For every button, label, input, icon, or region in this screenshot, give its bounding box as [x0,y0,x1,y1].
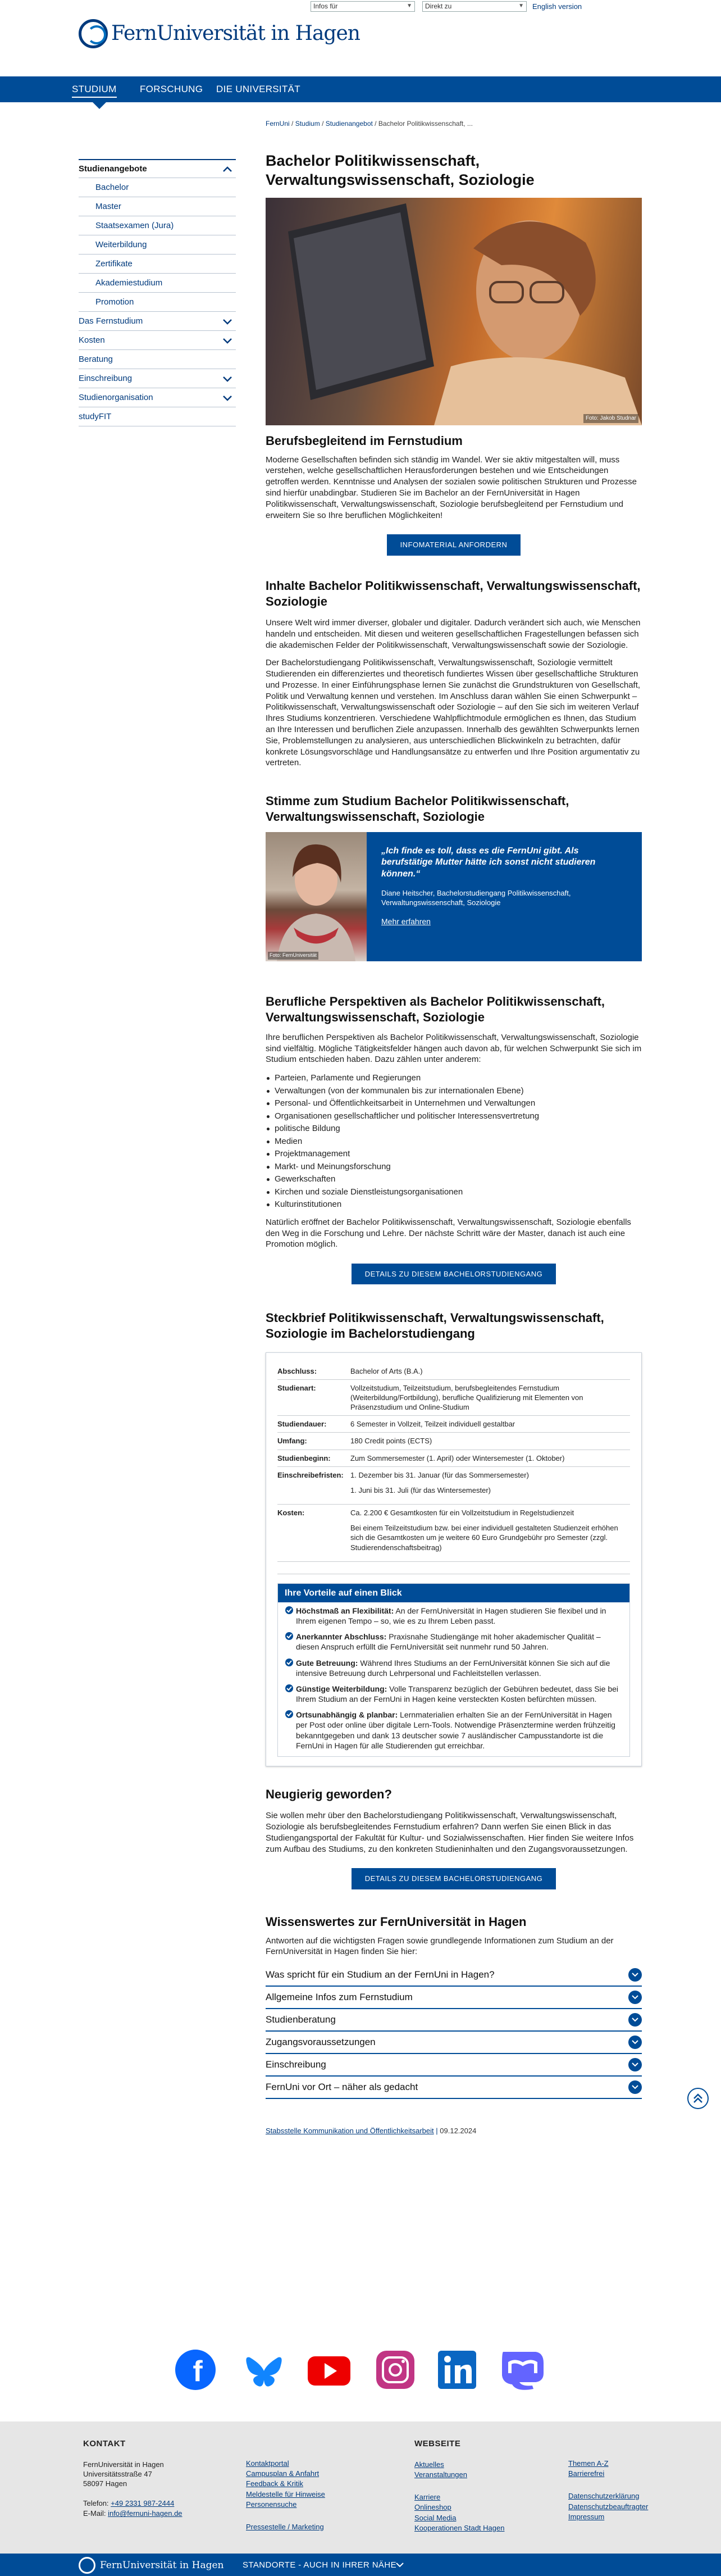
fact-key: Einschreibefristen: [277,1470,344,1479]
sidebar-item-studienorganisation[interactable] [79,388,236,407]
breadcrumb-fernuni[interactable]: FernUni [266,120,290,128]
list-item: Kirchen und soziale Dienstleistungsorganisationen [266,1186,642,1199]
accordion-label: Was spricht für ein Studium an der FernUni in Hagen? [266,1969,495,1980]
chevron-up-icon [222,166,232,172]
nav-die-universitaet[interactable]: DIE UNIVERSITÄT [216,84,300,94]
accordion-item[interactable] [266,1987,642,2009]
chevron-down-icon [628,2080,642,2094]
section-title: Steckbrief Politikwissenschaft, Verwaltungswissenschaft, Soziologie im Bachelorstudiengang [266,1311,604,1341]
bottom-logo-text[interactable]: FernUniversität in Hagen [100,2560,224,2571]
footer-link[interactable]: Themen A-Z [568,2459,609,2468]
fact-row [277,1433,630,1450]
footer-link[interactable]: Kooperationen Stadt Hagen [414,2523,505,2532]
photo-credit: Foto: FernUniversität [268,952,318,960]
check-circle-icon [285,1632,296,1642]
fact-sheet [266,1352,642,1766]
chevron-down-icon [628,2013,642,2027]
list-item: Gewerkschaften [266,1173,642,1186]
advantage-text: Praxisnahe Studiengänge mit hoher akademischer Qualität – diesen Anspruch erfüllt die FernUniversität seit nunmehr rund 50 Jahren. [296,1632,601,1652]
chevron-down-icon [396,2563,404,2568]
advantage-title: Gute Betreuung: [296,1658,358,1668]
section-title: Berufsbegleitend im Fernstudium [266,433,463,448]
direkt-zu-select[interactable] [422,1,527,12]
chevron-down-icon [222,394,232,401]
chevron-down-icon: ▼ [407,3,412,9]
sidebar-item-label: Studienangebote [79,163,147,174]
chevron-down-icon [628,1968,642,1982]
stand-line: Stabsstelle Kommunikation und Öffentlichkeitsarbeit | 09.12.2024 [266,2127,477,2136]
chevron-down-icon [628,1991,642,2004]
footer-link[interactable]: Karriere [414,2493,441,2502]
linkedin-icon[interactable] [438,2351,476,2389]
list-item: Verwaltungen (von der kommunalen bis zur internationalen Ebene) [266,1085,642,1098]
sidebar-item-label: Das Fernstudium [79,316,143,326]
divider [277,1562,630,1574]
fact-value: Ca. 2.200 € Gesamtkosten für ein Vollzeitstudium in Regelstudienzeit [350,1509,574,1518]
fact-key: Studiendauer: [277,1420,327,1429]
sidebar-item-weiterbildung[interactable]: Weiterbildung [79,235,236,255]
advantage-item [278,1655,629,1680]
advantage-item [278,1602,629,1628]
advantage-text: Volle Transparenz bezüglich der Gebühren bedeutet, dass Sie bei Ihrem Studium an der FernUni in Hagen keine versteckten Kosten befürchten müssen. [296,1684,619,1704]
page-title: Bachelor Politikwissenschaft, Verwaltungswissenschaft, Soziologie [266,152,535,188]
fact-value: Vollzeitstudium, Teilzeitstudium, berufsbegleitendes Fernstudium (Weiterbildung/Fortbildung), berufliche Qualifizierung mit Elementen von Präsenzstudium und Online-Studium [350,1383,583,1412]
list-item: Kulturinstitutionen [266,1198,642,1211]
stand-org-link[interactable]: Stabsstelle Kommunikation und Öffentlichkeitsarbeit [266,2127,434,2136]
advantage-title: Günstige Weiterbildung: [296,1684,387,1693]
fact-key: Abschluss: [277,1366,317,1375]
top-header [0,0,721,76]
advantage-text: Lernmaterialien erhalten Sie an der FernUniversität in Hagen per Post oder online über digitale Lern-Tools. Notwendige Präsenztermine werden frühzeitig bekanntgegeben und dank 13 deutscher sowie 7 ausländischer Campusstandorte ist die FernUni in Hagen für alle Studierenden gut erreichbar. [296,1710,615,1750]
infomaterial-button[interactable]: INFOMATERIAL ANFORDERN [387,534,521,555]
fact-value: Bei einem Teilzeitstudium bzw. bei einer individuell gestalteten Studienzeit erhöhen sich die Gesamtkosten um je weitere 60 Euro Grundgebühr pro Semester (zzgl. Studierendenschaftsbeitrag) [350,1524,618,1552]
footer-link[interactable]: Aktuelles [414,2460,444,2469]
footer-webseite [414,2438,544,2533]
arrow-up-icon [688,2089,708,2108]
testimonial [266,832,642,961]
advantage-title: Höchstmaß an Flexibilität: [296,1606,394,1615]
fact-row [277,1467,630,1505]
bottom-bar [0,2554,721,2576]
advantage-text: Während Ihres Studiums an der FernUniversität können Sie sich auf die intensive Betreuung durch Lehrpersonal und Fachleitstellen verlassen. [296,1658,610,1678]
fact-row [277,1380,630,1416]
footer-kontakt [83,2438,218,2519]
sidebar-item-label: Kosten [79,335,105,345]
footer-link[interactable]: Impressum [568,2512,605,2521]
list-item: Medien [266,1135,642,1148]
advantages-box [277,1583,630,1757]
fact-value: Bachelor of Arts (B.A.) [350,1366,423,1375]
footer-link[interactable]: Social Media [414,2513,457,2522]
sidebar-item-label: Studienorganisation [79,392,153,402]
check-circle-icon [285,1606,296,1616]
footer-link[interactable]: Onlineshop [414,2503,451,2512]
select-value: Direkt zu [425,2,452,10]
fact-value: 1. Dezember bis 31. Januar (für das Sommersemester) [350,1470,529,1479]
fact-row [277,1505,630,1562]
footer-link[interactable]: Feedback & Kritik [246,2479,303,2488]
footer-link[interactable]: Personensuche [246,2500,297,2509]
chevron-down-icon [628,2058,642,2071]
footer-link[interactable]: Pressestelle / Marketing [246,2522,324,2531]
footer-link[interactable]: Barrierefrei [568,2469,605,2478]
logo-text: FernUniversität in Hagen [111,22,360,46]
sidebar-item-beratung[interactable] [79,350,236,369]
nav-forschung[interactable]: FORSCHUNG [140,84,203,94]
section-text: Antworten auf die wichtigsten Fragen sowie grundlegende Informationen zum Studium an der FernUniversität in Hagen finden Sie hier: [266,1936,614,1957]
advantage-item [278,1680,629,1706]
advantage-text: An der FernUniversität in Hagen studieren Sie flexibel und in Ihrem eigenen Tempo – so, wie es zu Ihrem Leben passt. [296,1606,606,1625]
sidebar-item-einschreibung[interactable] [79,369,236,388]
social-icons [168,2347,573,2392]
sidebar-item-studienangebote[interactable] [79,159,236,178]
section-text: Unsere Welt wird immer diverser, globaler und digitaler. Dadurch verändert sich auch, wie Menschen handeln und entscheiden. Mit diesen und weiteren gesellschaftlichen Fragestellungen befassen sich die akademischen Felder der Politikwissenschaft, Verwaltungswissenschaft sowie der Soziologie. [266,617,641,650]
accordion [266,1964,642,2099]
sidebar-item-label: Beratung [79,354,113,364]
address-line: FernUniversität in Hagen [83,2460,164,2469]
details-button[interactable]: DETAILS ZU DIESEM BACHELORSTUDIENGANG [352,1264,556,1284]
career-list [266,1072,642,1211]
sidebar-item-master[interactable]: Master [79,197,236,216]
fact-value: 1. Juni bis 31. Juli (für das Wintersemester) [350,1485,491,1494]
details-button-2[interactable]: DETAILS ZU DIESEM BACHELORSTUDIENGANG [352,1868,556,1889]
instagram-icon[interactable] [376,2351,414,2389]
advantage-title: Anerkannter Abschluss: [296,1632,387,1642]
footer [0,2421,721,2556]
chevron-down-icon [628,2036,642,2049]
footer-link[interactable]: Campusplan & Anfahrt [246,2469,320,2478]
sidebar-item-kosten[interactable] [79,331,236,350]
email-label: E-Mail: [83,2509,106,2518]
chevron-down-icon [222,318,232,325]
section-text: Moderne Gesellschaften befinden sich ständig im Wandel. Wer sie aktiv mitgestalten will, muss verstehen, welche gesellschaftlichen Herausforderungen bestehen und wie Entscheidungen getroffen werden. Kenntnisse und Analysen der sozialen sowie politischen Strukturen und Prozesse sind hierfür unabdingbar. Studieren Sie im Bachelor an der FernUniversität in Hagen Politikwissenschaft, Verwaltungswissenschaft, Soziologie berufsbegleitend per Fernstudium und erweitern Sie so Ihre beruflichen Möglichkeiten! [266,455,637,520]
fact-value: Zum Sommersemester (1. April) oder Wintersemester (1. Oktober) [350,1453,565,1462]
accordion-item[interactable] [266,2077,642,2099]
logo-icon [79,2557,95,2574]
accordion-item[interactable] [266,2009,642,2032]
check-circle-icon [285,1658,296,1668]
mehr-erfahren-link[interactable]: Mehr erfahren [381,917,431,926]
chevron-down-icon [222,337,232,344]
advantage-item [278,1628,629,1654]
advantages-title: Ihre Vorteile auf einen Blick [278,1584,629,1602]
accordion-label: Einschreibung [266,2059,326,2070]
address-line: 58097 Hagen [83,2479,127,2488]
sidebar-item-bachelor[interactable]: Bachelor [79,178,236,197]
fact-row [277,1416,630,1433]
breadcrumb: FernUni / Studium / Studienangebot / Bachelor Politikwissenschaft, ... [266,120,473,128]
stand-date: 09.12.2024 [440,2127,477,2136]
list-item: politische Bildung [266,1123,642,1135]
social-links [168,2347,573,2392]
footer-link[interactable]: Datenschutzerklärung [568,2492,640,2501]
fact-value: 6 Semester in Vollzeit, Teilzeit individuell gestaltbar [350,1420,515,1429]
footer-col-2 [246,2459,358,2532]
accordion-label: Allgemeine Infos zum Fernstudium [266,1992,413,2003]
accordion-label: FernUni vor Ort – näher als gedacht [266,2082,418,2093]
main-nav [0,76,721,102]
select-value: Infos für [313,2,338,10]
logo-icon [79,19,108,48]
english-version-link[interactable]: English version [532,2,582,11]
section-text: Sie wollen mehr über den Bachelorstudiengang Politikwissenschaft, Verwaltungswissenschaft, Soziologie als berufsbegleitendes Fernstudium erfahren? Dann werfen Sie einen Blick in das Studiengangsportal der Fakultät für Kultur- und Sozialwissenschaften. Hier finden Sie weitere Infos zum Aufbau des Studiums, zu den konkreten Studieninhalten und den Zugangsvoraussetzungen. [266,1811,634,1854]
phone-link[interactable]: +49 2331 987-2444 [111,2499,175,2508]
mastodon-icon[interactable] [502,2352,544,2390]
breadcrumb-current: Bachelor Politikwissenschaft, ... [378,120,473,128]
fact-value: 180 Credit points (ECTS) [350,1437,432,1446]
list-item: Organisationen gesellschaftlicher und politischer Interessensvertretung [266,1110,642,1123]
advantage-item [278,1706,629,1756]
logo[interactable] [79,19,360,48]
infos-fuer-select[interactable] [311,1,415,12]
sidebar-item-studyfit[interactable] [79,407,236,426]
accordion-label: Studienberatung [266,2014,336,2025]
sidebar-item-staatsexamen[interactable]: Staatsexamen (Jura) [79,216,236,235]
fact-key: Kosten: [277,1509,305,1518]
accordion-item[interactable] [266,2054,642,2077]
footer-col-4 [568,2459,692,2522]
chevron-down-icon: ▼ [518,3,524,9]
bluesky-icon[interactable] [246,2357,281,2387]
section-title: Berufliche Perspektiven als Bachelor Politikwissenschaft, Verwaltungswissenschaft, Soziologie [266,994,605,1024]
list-item: Projektmanagement [266,1148,642,1161]
address-line: Universitätsstraße 47 [83,2469,152,2478]
testimonial-photo [266,832,367,961]
svg-text:f: f [193,2355,203,2388]
youtube-icon[interactable] [308,2356,350,2386]
advantage-title: Ortsunabhängig & planbar: [296,1710,398,1720]
standorte-link[interactable]: STANDORTE - AUCH IN IHRER NÄHE [243,2560,396,2570]
sidebar-item-zertifikate[interactable]: Zertifikate [79,255,236,274]
list-item: Personal- und Öffentlichkeitsarbeit in Unternehmen und Verwaltungen [266,1097,642,1110]
facebook-icon[interactable] [175,2350,216,2390]
fact-key: Studienbeginn: [277,1453,331,1462]
footer-heading: KONTAKT [83,2439,126,2448]
sidebar [79,159,236,426]
sidebar-item-label: studyFIT [79,411,112,421]
section-title: Neugierig geworden? [266,1787,392,1802]
sidebar-item-fernstudium[interactable] [79,312,236,331]
fact-row [277,1363,630,1380]
phone-label: Telefon: [83,2499,109,2508]
section-text: Natürlich eröffnet der Bachelor Politikwissenschaft, Verwaltungswissenschaft, Soziologie ebenfalls den Weg in die Forschung und Lehre. Der nächste Schritt wäre der Master, danach ist auch eine Promotion möglich. [266,1217,631,1250]
sidebar-item-promotion[interactable]: Promotion [79,293,236,312]
section-title: Inhalte Bachelor Politikwissenschaft, Verwaltungswissenschaft, Soziologie [266,578,641,608]
hero-image [266,198,642,425]
email-link[interactable]: info@fernuni-hagen.de [108,2509,182,2518]
photo-credit: Foto: Jakob Studnar [583,414,638,422]
accordion-item[interactable] [266,1964,642,1987]
accordion-item[interactable] [266,2032,642,2054]
footer-link[interactable]: Kontaktportal [246,2459,289,2468]
section-title: Stimme zum Studium Bachelor Politikwissenschaft, Verwaltungswissenschaft, Soziologie [266,794,569,824]
footer-link[interactable]: Veranstaltungen [414,2470,467,2479]
back-to-top-button[interactable] [687,2088,709,2109]
hero-illustration [266,198,642,425]
footer-link[interactable]: Meldestelle für Hinweise [246,2489,325,2498]
sidebar-item-akademiestudium[interactable]: Akademiestudium [79,274,236,293]
list-item: Parteien, Parlamente und Regierungen [266,1072,642,1085]
section-title: Wissenswertes zur FernUniversität in Hagen [266,1914,527,1929]
person-illustration [266,832,367,961]
quote-author: Diane Heitscher, Bachelorstudiengang Politikwissenschaft, Verwaltungswissenschaft, Soziologie [381,888,571,907]
breadcrumb-studium[interactable]: Studium [295,120,320,128]
nav-active-indicator [93,102,106,109]
nav-studium[interactable]: STUDIUM [72,83,117,98]
list-item: Markt- und Meinungsforschung [266,1161,642,1174]
check-circle-icon [285,1710,296,1720]
footer-link[interactable]: Datenschutzbeauftragter [568,2502,649,2511]
fact-key: Studienart: [277,1383,316,1392]
section-text: Ihre beruflichen Perspektiven als Bachelor Politikwissenschaft, Verwaltungswissenschaft, Soziologie sind vielfältig. Mögliche Tätigkeitsfelder hängen auch davon ab, für welchen Schwerpunkt Sie sich im Studium entschieden haben. Dazu zählen unter anderem: [266,1032,642,1065]
accordion-label: Zugangsvoraussetzungen [266,2037,376,2048]
main-content [266,152,642,2136]
fact-row [277,1450,630,1467]
footer-heading: WEBSEITE [414,2439,461,2448]
breadcrumb-studienangebot[interactable]: Studienangebot [325,120,373,128]
chevron-down-icon [222,375,232,382]
section-text: Der Bachelorstudiengang Politikwissenschaft, Verwaltungswissenschaft, Soziologie vermittelt Studierenden ein differenziertes und theoretisch fundiertes Wissen über gesellschaftliche Strukturen und Prozesse. In einer Einführungsphase lernen Sie zunächst die Grundstrukturen von Gesellschaft, Politik und Verwaltung kennen und verstehen. Im Anschluss daran wählen Sie einen Schwerpunkt – Politikwissenschaft, Verwaltungswissenschaft oder Soziologie – auf den Sie sich im weiteren Verlauf Ihres Studiums konzentrieren. Verschiedene Wahlpflichtmodule ermöglichen es Ihnen, das Studium an Ihre Interessen und beruflichen Ziele anzupassen. Innerhalb des gewählten Schwerpunkts lernen Sie, Problemstellungen zu analysieren, aus unterschiedlichen Blickwinkeln zu betrachten, dafür konkrete Lösungsvorschläge und Handlungsansätze zu entwerfen und Ihre Position argumentativ zu vertreten. [266,658,641,768]
fact-key: Umfang: [277,1437,307,1446]
check-circle-icon [285,1684,296,1694]
sidebar-item-label: Einschreibung [79,373,133,383]
quote-text: „Ich finde es toll, dass es die FernUni gibt. Als berufstätige Mutter hätte ich sonst nicht studieren können.“ [381,846,596,879]
